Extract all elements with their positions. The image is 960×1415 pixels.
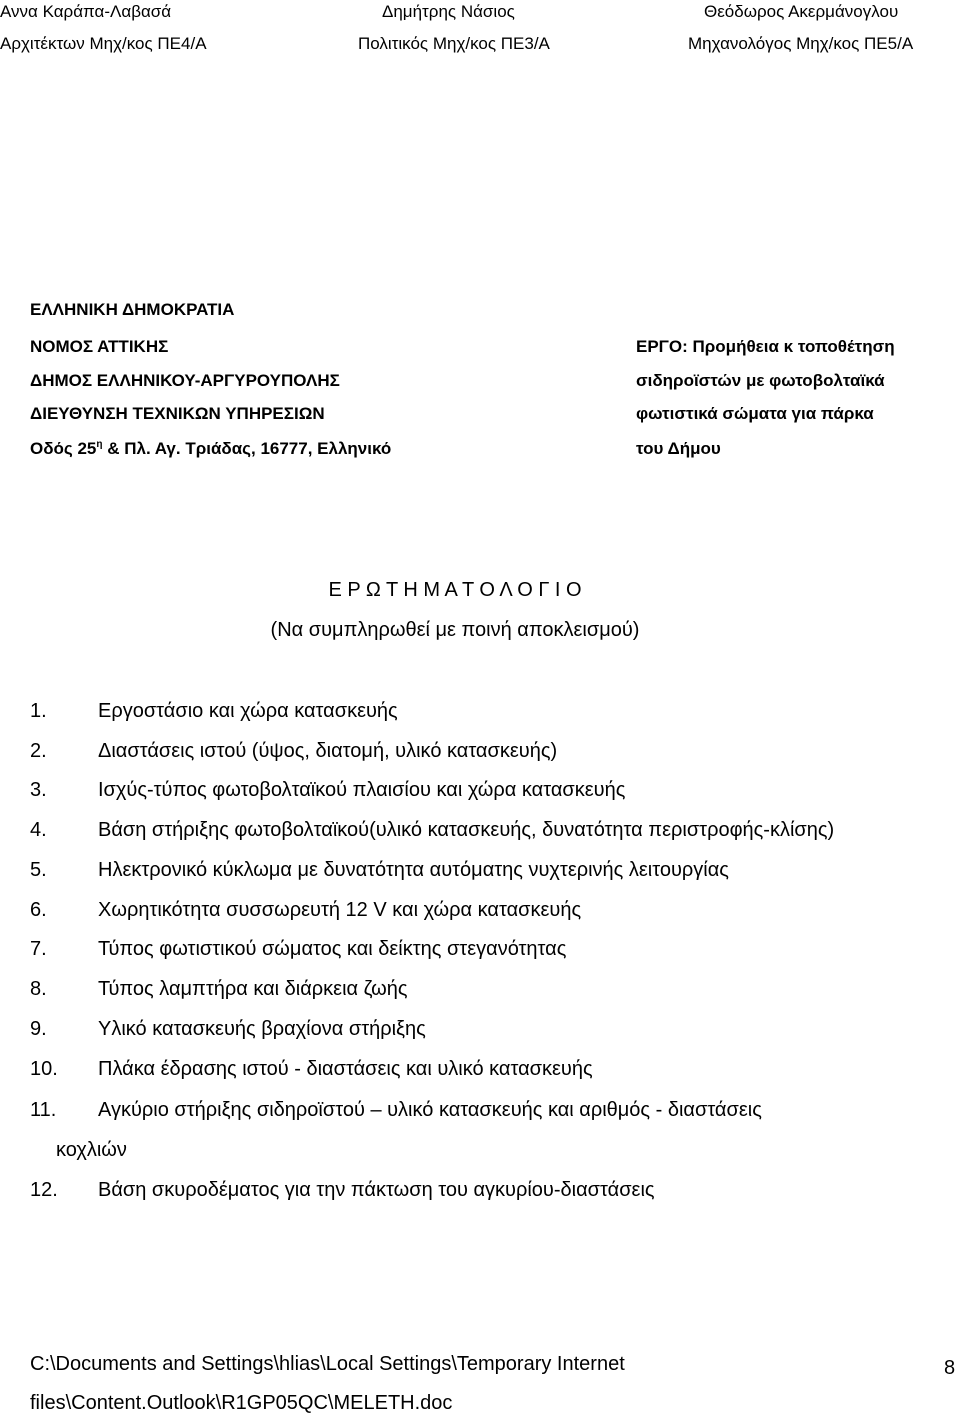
list-item — [30, 739, 960, 763]
footer-file-path-2: files\Content.Outlook\R1GP05QC\MELETH.doc — [30, 1392, 453, 1414]
list-item-text: Πλάκα έδρασης ιστού - διαστάσεις και υλικό κατασκευής — [98, 1058, 593, 1080]
list-item-continuation: κοχλιών — [56, 1139, 127, 1161]
project-line-1: ΕΡΓΟ: Προμήθεια κ τοποθέτηση — [636, 337, 895, 356]
footer-file-path-1: C:\Documents and Settings\hlias\Local Settings\Temporary Internet — [30, 1353, 625, 1375]
list-item-number: 7. — [30, 938, 47, 960]
list-item-number: 12. — [30, 1179, 58, 1201]
address-part-b: & Πλ. Αγ. Τριάδας, 16777, Ελληνικό — [102, 439, 392, 458]
list-item-text: Υλικό κατασκευής βραχίονα στήριξης — [98, 1018, 426, 1040]
author-role-1: Αρχιτέκτων Μηχ/κος ΠΕ4/Α — [0, 34, 207, 53]
list-item-number: 9. — [30, 1018, 47, 1040]
list-item-text: Τύπος φωτιστικού σώματος και δείκτης στεγανότητας — [98, 938, 567, 960]
list-item-number: 8. — [30, 978, 47, 1000]
project-line-4: του Δήμου — [636, 439, 721, 458]
list-item-text: Ισχύς-τύπος φωτοβολταϊκού πλαισίου και χώρα κατασκευής — [98, 779, 626, 801]
authority-line-2: ΝΟΜΟΣ ΑΤΤΙΚΗΣ — [30, 337, 169, 356]
list-item-text: Διαστάσεις ιστού (ύψος, διατομή, υλικό κατασκευής) — [98, 740, 558, 762]
author-name-1: Αννα Καράπα-Λαβασά — [0, 2, 172, 21]
list-item — [30, 937, 960, 961]
project-line-3: φωτιστικά σώματα για πάρκα — [636, 404, 874, 423]
authority-address — [30, 439, 391, 459]
authority-line-1: ΕΛΛΗΝΙΚΗ ΔΗΜΟΚΡΑΤΙΑ — [30, 300, 235, 319]
list-item — [30, 977, 960, 1001]
author-name-3: Θεόδωρος Ακερμάνογλου — [704, 2, 899, 21]
author-role-2: Πολιτικός Μηχ/κος ΠΕ3/Α — [358, 34, 550, 53]
address-superscript: η — [96, 439, 103, 450]
list-item-number: 10. — [30, 1058, 58, 1080]
authority-line-3: ΔΗΜΟΣ ΕΛΛΗΝΙΚΟΥ-ΑΡΓΥΡΟΥΠΟΛΗΣ — [30, 371, 340, 390]
list-item-text: Αγκύριο στήριξης σιδηροϊστού – υλικό κατασκευής και αριθμός - διαστάσεις — [98, 1099, 762, 1121]
address-part-a: Οδός 25 — [30, 439, 97, 458]
list-item — [30, 898, 960, 922]
list-item — [30, 1098, 960, 1122]
list-item-number: 4. — [30, 819, 47, 841]
list-item-number: 5. — [30, 859, 47, 881]
list-item-number: 2. — [30, 740, 47, 762]
author-name-2: Δημήτρης Νάσιος — [382, 2, 515, 21]
list-item-number: 6. — [30, 899, 47, 921]
list-item — [30, 858, 960, 882]
list-item — [30, 818, 960, 842]
list-item-text: Χωρητικότητα συσσωρευτή 12 V και χώρα κατασκευής — [98, 899, 582, 921]
list-item — [30, 699, 960, 723]
list-item — [30, 1017, 960, 1041]
page-number: 8 — [944, 1357, 956, 1379]
list-item-text: Εργοστάσιο και χώρα κατασκευής — [98, 700, 398, 722]
list-item-number: 11. — [30, 1099, 57, 1121]
list-item — [30, 1057, 960, 1081]
list-item-number: 1. — [30, 700, 47, 722]
project-line-2: σιδηροϊστών με φωτοβολταϊκά — [636, 371, 885, 390]
authority-line-4: ΔΙΕΥΘΥΝΣΗ ΤΕΧΝΙΚΩΝ ΥΠΗΡΕΣΙΩΝ — [30, 404, 325, 423]
list-item — [30, 1178, 960, 1202]
list-item-text: Ηλεκτρονικό κύκλωμα με δυνατότητα αυτόματης νυχτερινής λειτουργίας — [98, 859, 729, 881]
document-subtitle: (Να συμπληρωθεί με ποινή αποκλεισμού) — [270, 619, 640, 641]
list-item-text: Βάση σκυροδέματος για την πάκτωση του αγκυρίου-διαστάσεις — [98, 1179, 655, 1201]
document-title: Ε Ρ Ω Τ Η Μ Α Τ Ο Λ Ο Γ Ι Ο — [328, 579, 582, 601]
author-role-3: Μηχανολόγος Μηχ/κος ΠΕ5/Α — [688, 34, 914, 53]
list-item-text: Βάση στήριξης φωτοβολταϊκού(υλικό κατασκευής, δυνατότητα περιστροφής-κλίσης) — [98, 819, 835, 841]
list-item-text: Τύπος λαμπτήρα και διάρκεια ζωής — [98, 978, 408, 1000]
list-item-number: 3. — [30, 779, 47, 801]
list-item — [30, 778, 960, 802]
